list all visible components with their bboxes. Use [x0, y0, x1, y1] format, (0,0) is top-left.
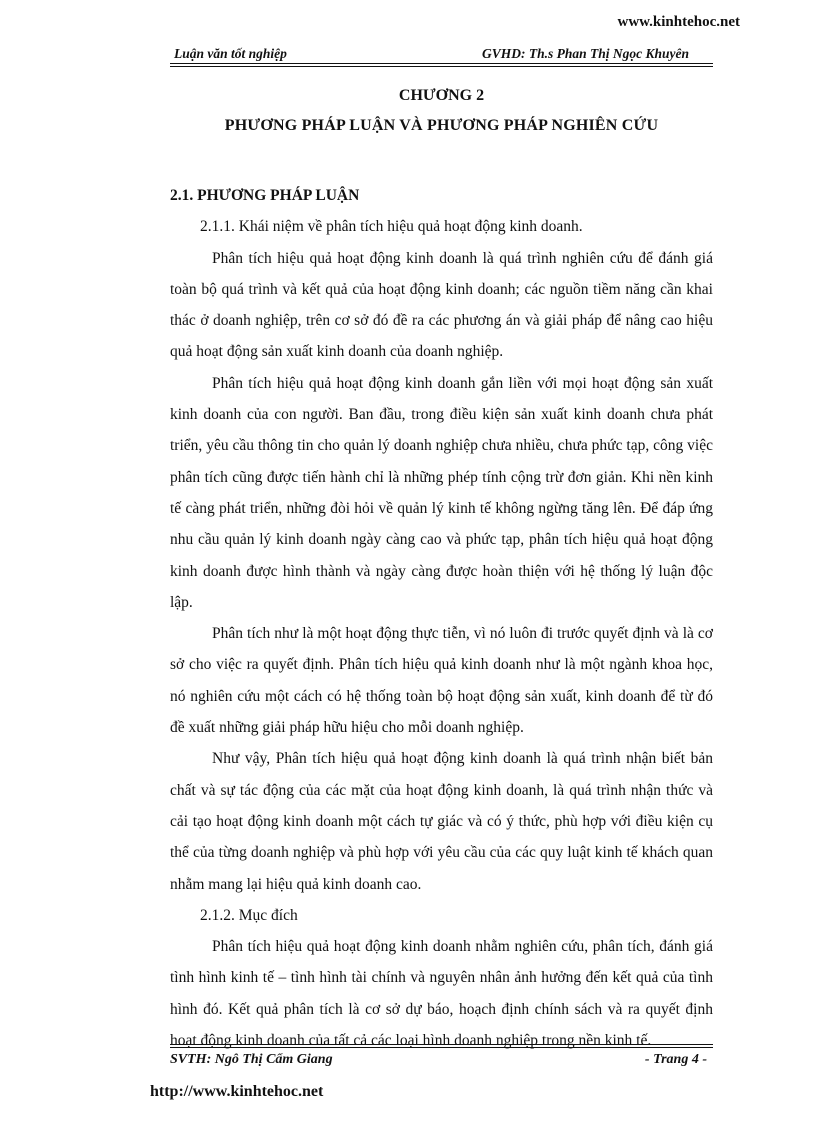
header-thesis-label: Luận văn tốt nghiệp	[174, 46, 287, 61]
header-rule	[170, 63, 713, 64]
chapter-title: PHƯƠNG PHÁP LUẬN VÀ PHƯƠNG PHÁP NGHIÊN CỨU	[224, 117, 659, 134]
paragraph-2: Phân tích hiệu quả hoạt động kinh doanh gắn liền với mọi hoạt động sản xuất kinh doanh của con người. Ban đầu, trong điều kiện sản xuất kinh doanh chưa phát triển, yêu cầu thông tin cho quản lý doanh nghiệp chưa nhiều, chưa phức tạp, công việc phân tích cũng được tiến hành chỉ là những phép tính cộng trừ đơn giản. Khi nền kinh tế càng phát triển, những đòi hỏi về quản lý kinh tế không ngừng tăng lên. Để đáp ứng nhu cầu quản lý kinh doanh ngày càng cao và phức tạp, phân tích hiệu quả hoạt động kinh doanh được hình thành và ngày càng được hoàn thiện với hệ thống lý luận độc lập.	[170, 374, 713, 611]
bottom-site-link[interactable]: http://www.kinhtehoc.net	[150, 1083, 324, 1100]
footer-rule-double	[170, 1047, 713, 1048]
footer-rule	[170, 1044, 713, 1045]
paragraph-1: Phân tích hiệu quả hoạt động kinh doanh là quá trình nghiên cứu để đánh giá toàn bộ quá trình và kết quả của hoạt động kinh doanh; các nguồn tiềm năng cần khai thác ở doanh nghiệp, trên cơ sở đó đề ra các phương án và giải pháp để nâng cao hiệu quả hoạt động sản xuất kinh doanh của doanh nghiệp.	[170, 249, 713, 361]
footer-page-number: - Trang 4 -	[644, 1052, 707, 1067]
chapter-number: CHƯƠNG 2	[398, 87, 485, 104]
page-body	[170, 180, 713, 1056]
paragraph-4: Như vậy, Phân tích hiệu quả hoạt động kinh doanh là quá trình nhận biết bản chất và sự tác động của các mặt của hoạt động kinh doanh, là quá trình nhận thức và cải tạo hoạt động kinh doanh một cách tự giác và có ý thức, phù hợp với điều kiện cụ thể của từng doanh nghiệp và phù hợp với yêu cầu của các quy luật kinh tế khách quan nhằm mang lại hiệu quả kinh doanh cao.	[170, 750, 713, 893]
subsection-heading-1: 2.1.1. Khái niệm về phân tích hiệu quả hoạt động kinh doanh.	[200, 218, 583, 236]
header-advisor: GVHD: Th.s Phan Thị Ngọc Khuyên	[482, 46, 690, 61]
subsection-heading-2: 2.1.2. Mục đích	[200, 906, 298, 924]
paragraph-3: Phân tích như là một hoạt động thực tiễn, vì nó luôn đi trước quyết định và là cơ sở cho việc ra quyết định. Phân tích hiệu quả kinh doanh như là một ngành khoa học, nó nghiên cứu một cách có hệ thống toàn bộ hoạt động sản xuất, kinh doanh để từ đó đề xuất những giải pháp hữu hiệu cho mỗi doanh nghiệp.	[170, 625, 713, 737]
section-heading: 2.1. PHƯƠNG PHÁP LUẬN	[170, 187, 360, 204]
paragraph-5: Phân tích hiệu quả hoạt động kinh doanh nhằm nghiên cứu, phân tích, đánh giá tình hình kinh tế – tình hình tài chính và nguyên nhân ảnh hưởng đến kết quả của tình hình đó. Kết quả phân tích là cơ sở dự báo, hoạch định chính sách và ra quyết định hoạt động kinh doanh của tất cả các loại hình doanh nghiệp trong nền kinh tế.	[170, 938, 713, 1050]
top-site-url: www.kinhtehoc.net	[617, 14, 740, 30]
header-rule-double	[170, 66, 713, 67]
footer-student: SVTH: Ngô Thị Cẩm Giang	[170, 1052, 333, 1067]
